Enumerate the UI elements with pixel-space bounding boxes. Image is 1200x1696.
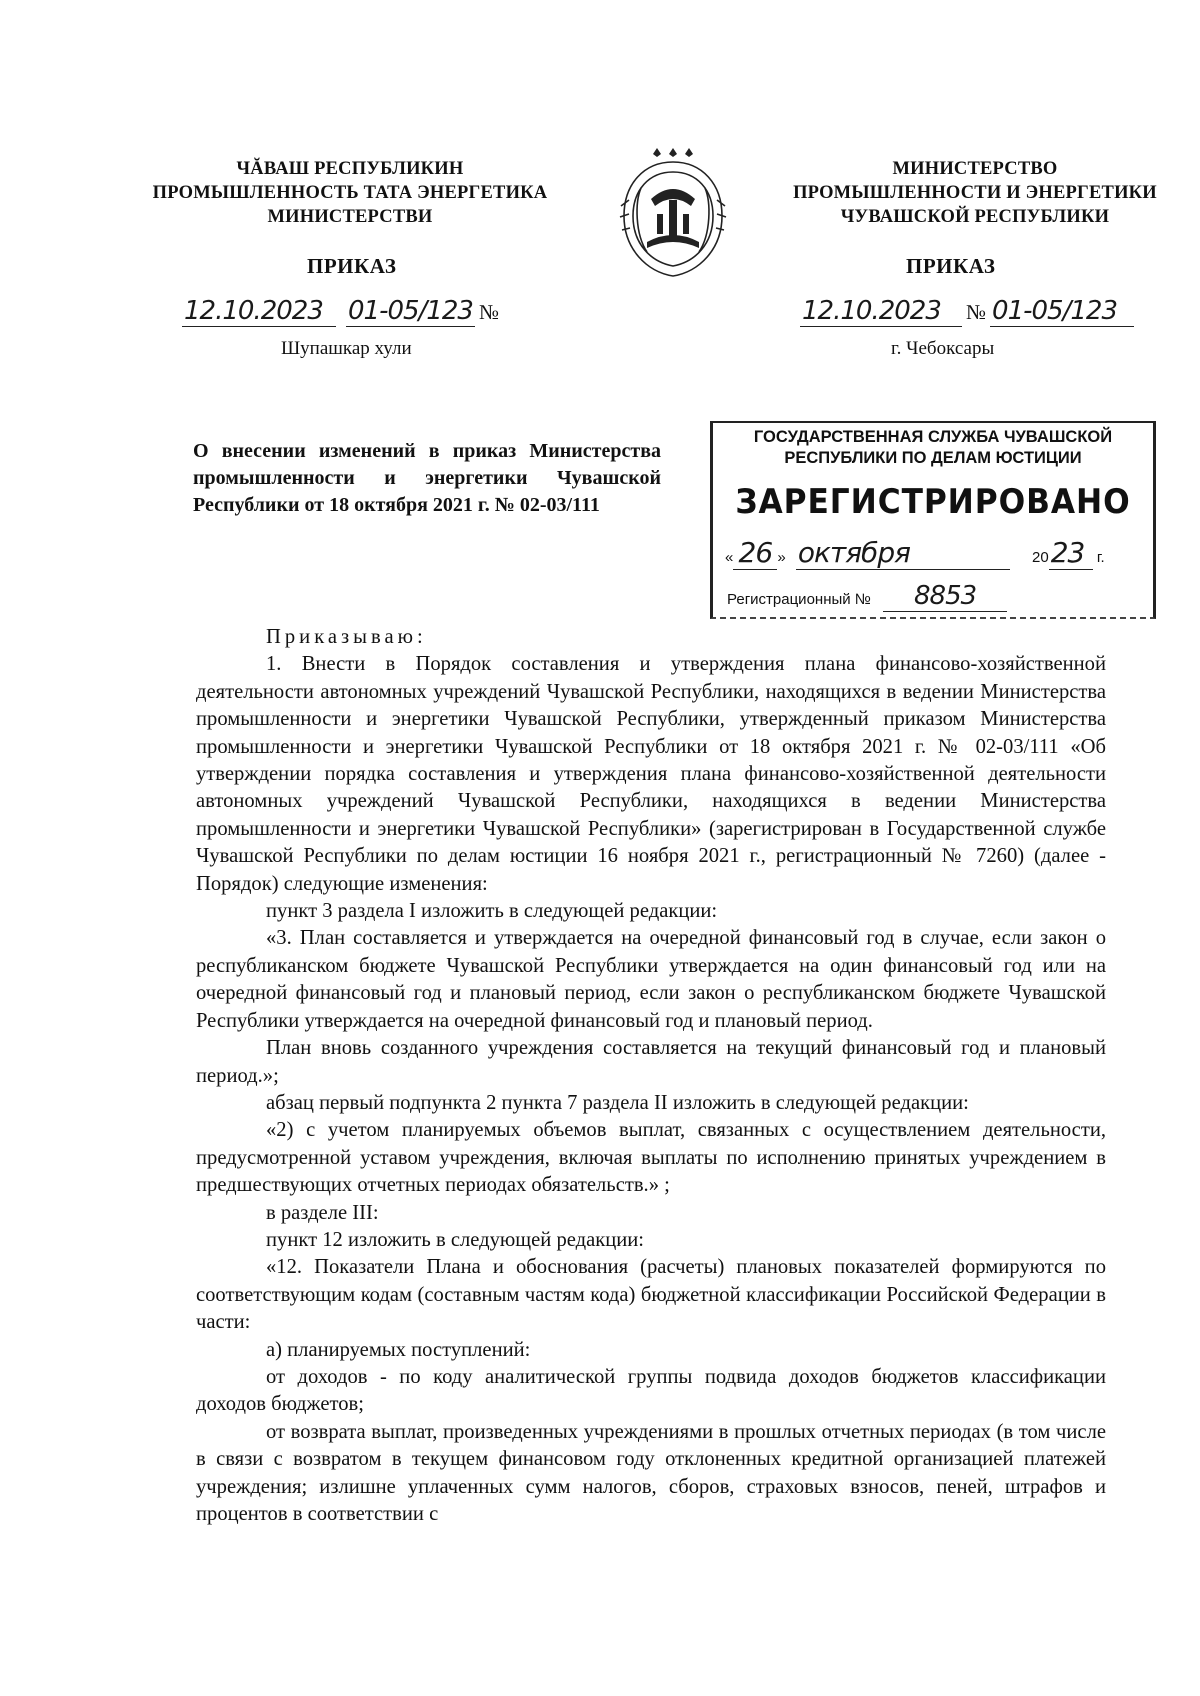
chuvash-emblem-icon [607,144,739,282]
document-title: О внесении изменений в приказ Министерства промышленности и энергетики Чувашской Республики от 18 октября 2021 г. № 02-03/111 [193,440,661,516]
stamp-month: октября [796,536,1010,570]
body-paragraph-7: в разделе III: [266,1201,379,1224]
right-date: 12.10.2023 [800,296,962,327]
stamp-reg-number: 8853 [883,581,1007,612]
stamp-org [713,427,1153,469]
body-paragraph-3: «3. План составляется и утверждается на очередной финансовый год в случае, если закон о республиканском бюджете Чувашской Республики утверждается на один финансовый год или на очередной финансовый год и плановый период, если закон о республиканском бюджете Чувашской Республики утверждается на очередной финансовый год и плановый период. [196,927,1106,1032]
header-left-line-2: ПРОМЫШЛЕННОСТЬ ТАТА ЭНЕРГЕТИКА [152,183,548,203]
stamp-org-line-1: ГОСУДАРСТВЕННАЯ СЛУЖБА ЧУВАШСКОЙ [753,428,1113,446]
right-number-sign: № [966,300,987,324]
right-number: 01-05/123 [990,296,1134,327]
right-city: г. Чебоксары [891,338,995,359]
header-left-line-3: МИНИСТЕРСТВИ [267,207,433,227]
right-date-number-row [800,296,1134,327]
header-left-ministry [120,157,580,229]
right-prikaz-title: ПРИКАЗ [906,254,996,278]
registration-stamp [710,421,1156,619]
stamp-year-suffix: 23 [1049,536,1093,570]
left-number: 01-05/123 [346,296,475,327]
stamp-date: « 26 » октября 2023 г. [725,536,1105,569]
stamp-reg-label: Регистрационный № [727,591,871,608]
left-city: Шупашкар хули [281,338,412,359]
body-paragraph-1: 1. Внести в Порядок составления и утверждения плана финансово-хозяйственной деятельности автономных учреждений Чувашской Республики, находящихся в ведении Министерства промышленности и энергетики Чувашской Республики, утвержденный приказом Министерства промышленности и энергетики Чувашской Республики от 18 октября 2021 г. № 02-03/111 «Об утверждении порядка составления и утверждения плана финансово-хозяйственной деятельности автономных учреждений Чувашской Республики, находящихся в ведении Министерства промышленности и энергетики Чувашской Республики» (зарегистрирован в Государственной службе Чувашской Республики по делам юстиции 16 ноября 2021 г., регистрационный № 7260) (далее - Порядок) следующие изменения: [196,653,1106,895]
order-word: Приказываю: [266,626,427,648]
stamp-reg-number-row [727,581,1007,612]
body-paragraph-6: «2) с учетом планируемых объемов выплат, связанных с осуществлением деятельности, предусмотренной уставом учреждения, включая выплаты по исполнению принятых учреждением в предшествующих отчетных периодах обязательств.» ; [196,1119,1106,1197]
header-right-ministry [770,157,1180,229]
body-paragraph-8: пункт 12 изложить в следующей редакции: [266,1228,645,1251]
stamp-day: 26 [733,536,777,570]
document-body [196,624,1106,1528]
stamp-org-line-2: РЕСПУБЛИКИ ПО ДЕЛАМ ЮСТИЦИИ [784,449,1082,467]
left-prikaz-title: ПРИКАЗ [307,254,397,278]
left-date: 12.10.2023 [182,296,336,327]
header-right-line-2: ПРОМЫШЛЕННОСТИ И ЭНЕРГЕТИКИ [793,183,1157,203]
body-paragraph-5: абзац первый подпункта 2 пункта 7 раздела II изложить в следующей редакции: [266,1091,969,1114]
header-left-line-1: ЧĂВАШ РЕСПУБЛИКИН [236,159,464,179]
left-date-number-row [182,296,499,327]
left-number-sign: № [479,300,500,324]
header-right-line-3: ЧУВАШСКОЙ РЕСПУБЛИКИ [840,207,1110,227]
body-paragraph-10: а) планируемых поступлений: [266,1338,531,1361]
body-paragraph-4: План вновь созданного учреждения составляется на текущий финансовый год и плановый период.»; [196,1037,1106,1087]
header-right-line-1: МИНИСТЕРСТВО [892,159,1058,179]
body-paragraph-11: от доходов - по коду аналитической группы подвида доходов бюджетов классификации доходов бюджетов; [196,1365,1106,1416]
body-paragraph-9: «12. Показатели Плана и обоснования (расчеты) плановых показателей формируются по соответствующим кодам (составным частям кода) бюджетной классификации Российской Федерации в части: [196,1256,1106,1334]
body-paragraph-2: пункт 3 раздела I изложить в следующей редакции: [266,900,718,923]
body-paragraph-12: от возврата выплат, произведенных учреждениями в прошлых отчетных периодах (в том числе в связи с возвратом в текущем финансовом году отклоненных кредитной организацией платежей учреждения; излишне уплаченных сумм налогов, сборов, страховых взносов, пеней, штрафов и процентов в соответствии с [196,1420,1106,1525]
stamp-registered: ЗАРЕГИСТРИРОВАНО [735,482,1131,522]
stamp-year-prefix: 20 [1032,549,1049,566]
stamp-year-g: г. [1096,549,1105,566]
